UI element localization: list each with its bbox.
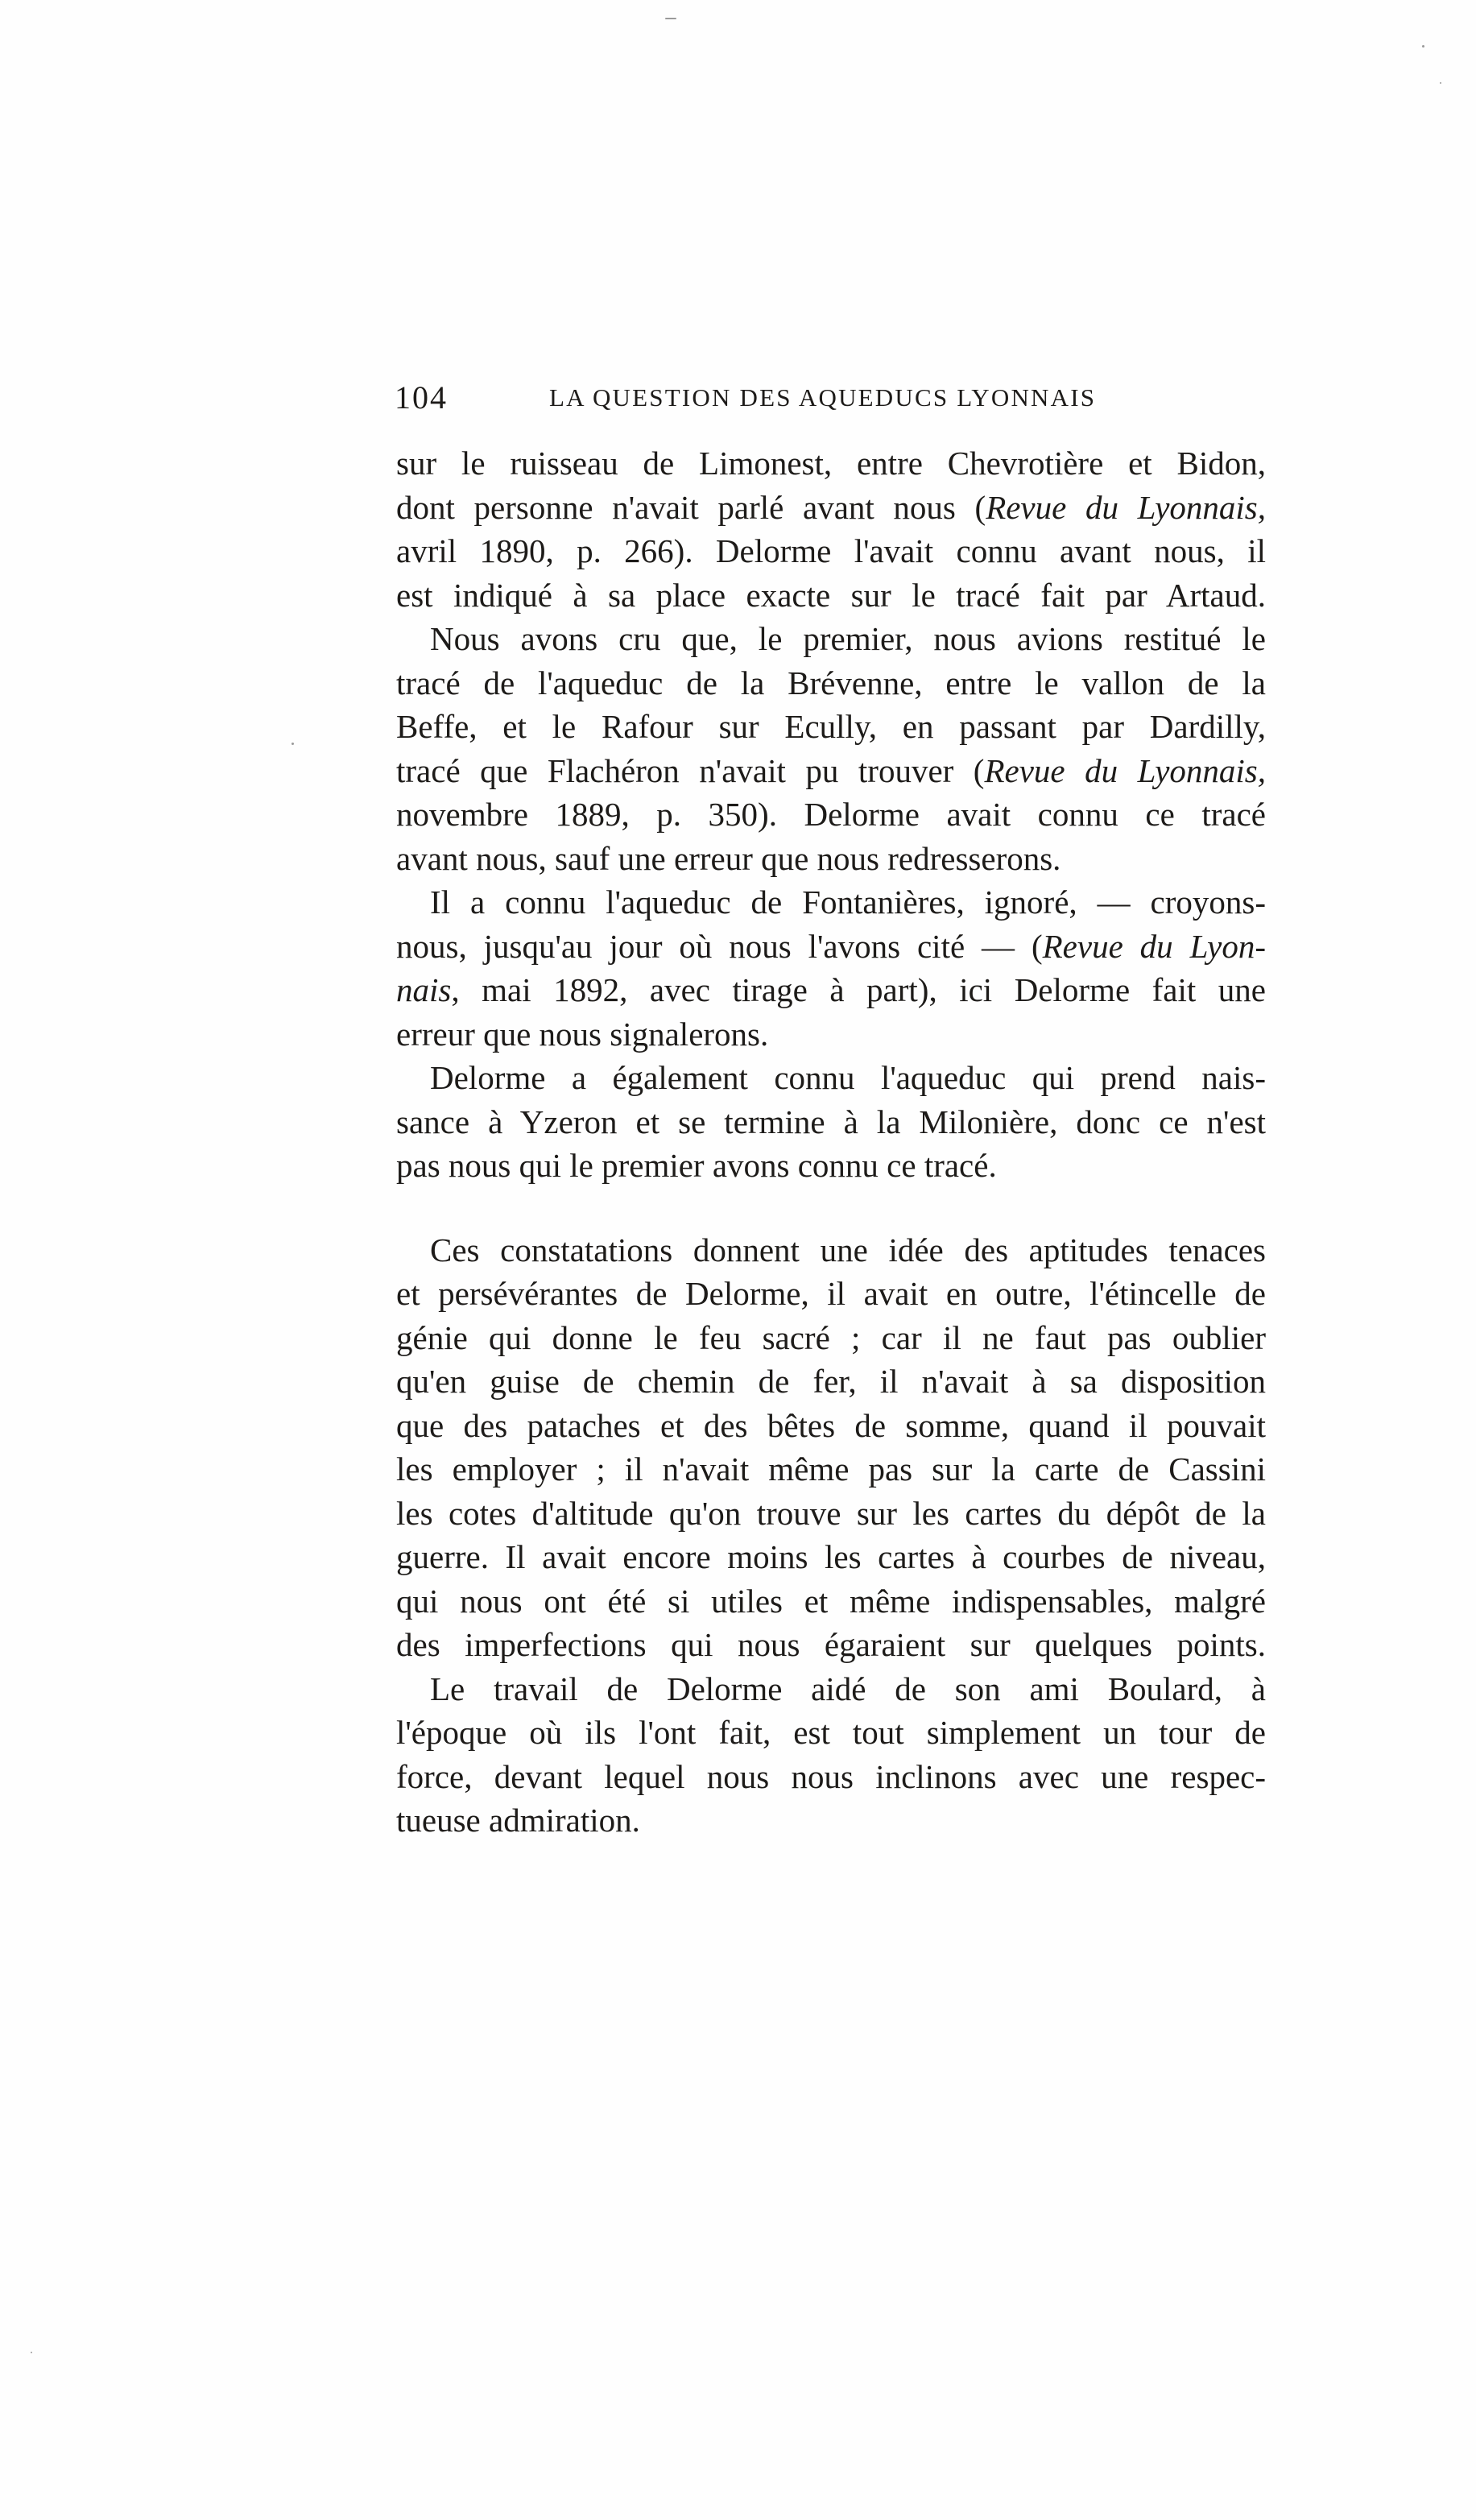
body-text: [396, 441, 1266, 1843]
text-line: force, devant lequel nous nous inclinons avec une respec-: [396, 1757, 1266, 1795]
text-line: novembre 1889, p. 350). Delorme avait connu ce tracé: [396, 796, 1266, 833]
text-line: Delorme a également connu l'aqueduc qui prend nais-: [430, 1059, 1266, 1096]
text-line: sur le ruisseau de Limonest, entre Chevrotière et Bidon,: [396, 445, 1266, 482]
text-line: Beffe, et le Rafour sur Ecully, en passant par Dardilly,: [396, 708, 1266, 745]
paper-speck: [665, 18, 676, 19]
running-head: [395, 379, 1272, 427]
text-line: tueuse admiration.: [396, 1802, 640, 1839]
text-line: Ces constatations donnent une idée des aptitudes tenaces: [430, 1231, 1266, 1268]
text-line: nais, mai 1892, avec tirage à part), ici Delorme fait une: [396, 971, 1266, 1008]
paper-speck: [31, 2352, 32, 2353]
text-line: qu'en guise de chemin de fer, il n'avait à sa disposition: [396, 1363, 1266, 1400]
running-title: LA QUESTION DES AQUEDUCS LYONNAIS: [549, 383, 1097, 412]
journal-citation: Revue du Lyonnais,: [986, 488, 1266, 526]
paper-speck: [1440, 82, 1441, 84]
text-line: et persévérantes de Delorme, il avait en outre, l'étincelle de: [396, 1275, 1266, 1312]
text-line: guerre. Il avait encore moins les cartes à courbes de niveau,: [396, 1538, 1266, 1575]
text-line: sance à Yzeron et se termine à la Milonière, donc ce n'est: [396, 1103, 1266, 1140]
text-line: des imperfections qui nous égaraient sur quelques points.: [396, 1626, 1266, 1663]
paper-speck: [291, 743, 294, 745]
text-line: l'époque où ils l'ont fait, est tout simplement un tour de: [396, 1714, 1266, 1751]
text-line: qui nous ont été si utiles et même indispensables, malgré: [396, 1582, 1266, 1620]
text-line: avant nous, sauf une erreur que nous redresserons.: [396, 839, 1061, 877]
text-line: génie qui donne le feu sacré ; car il ne faut pas oublier: [396, 1318, 1266, 1356]
text-line: erreur que nous signalerons.: [396, 1015, 769, 1053]
section-break: [396, 1188, 1266, 1228]
text-line: dont personne n'avait parlé avant nous (Revue du Lyonnais,: [396, 488, 1266, 526]
journal-citation: Revue du Lyonnais,: [984, 751, 1267, 789]
text-line: Le travail de Delorme aidé de son ami Boulard, à: [430, 1670, 1266, 1707]
text-line: nous, jusqu'au jour où nous l'avons cité — (Revue du Lyon-: [396, 927, 1266, 965]
text-line: tracé de l'aqueduc de la Brévenne, entre le vallon de la: [396, 664, 1266, 701]
text-line: les employer ; il n'avait même pas sur la carte de Cassini: [396, 1450, 1266, 1488]
page-number: 104: [395, 379, 448, 416]
journal-citation: Revue du Lyon-: [1042, 927, 1266, 965]
text-line: Nous avons cru que, le premier, nous avions restitué le: [430, 620, 1266, 657]
text-line: Il a connu l'aqueduc de Fontanières, ignoré, — croyons-: [430, 883, 1266, 921]
text-line: est indiqué à sa place exacte sur le tracé fait par Artaud.: [396, 576, 1266, 614]
text-line: pas nous qui le premier avons connu ce tracé.: [396, 1147, 997, 1184]
text-line: les cotes d'altitude qu'on trouve sur les cartes du dépôt de la: [396, 1494, 1266, 1532]
text-line: tracé que Flachéron n'avait pu trouver (Revue du Lyonnais,: [396, 751, 1267, 789]
paper-speck: [1422, 45, 1424, 48]
text-line: que des pataches et des bêtes de somme, quand il pouvait: [396, 1406, 1266, 1444]
journal-citation: nais: [396, 971, 452, 1008]
text-line: avril 1890, p. 266). Delorme l'avait connu avant nous, il: [396, 532, 1266, 569]
